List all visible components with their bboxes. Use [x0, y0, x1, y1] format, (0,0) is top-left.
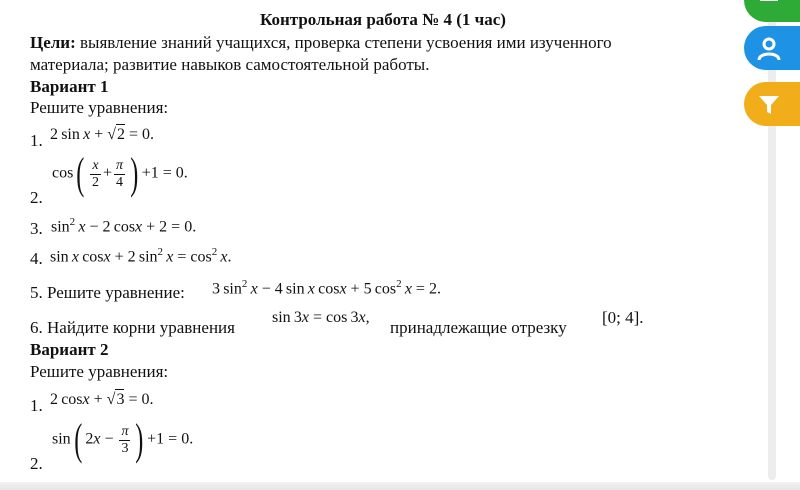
v1-item-4-number: 4.: [30, 249, 43, 268]
v2-item-1-number: 1.: [30, 396, 43, 415]
v2-equation-1: 2 cosx + √3 = 0.: [50, 391, 154, 408]
bottom-edge: [0, 482, 800, 490]
v1-equation-2: cos( $\frac{x}{2}$ + $\frac{\pi}{4}$ ) +1 = 0.: [52, 149, 188, 198]
user-icon: [756, 36, 782, 62]
v2-item-2-number: 2.: [30, 454, 43, 473]
filter-icon: [756, 92, 782, 118]
goals-label: Цели:: [30, 33, 76, 52]
document-content: [30, 0, 770, 490]
goals-text-2: материала; развитие навыков самостоятельной работы.: [30, 55, 430, 74]
v1-equation-1: 2 sin x + √2 = 0.: [50, 126, 155, 143]
goals-text-1: выявление знаний учащихся, проверка степени усвоения ими изученного: [80, 33, 612, 52]
user-button[interactable]: [744, 26, 800, 70]
v1-item-2-number: 2.: [30, 188, 43, 207]
v1-item-5-text: 5. Решите уравнение:: [30, 283, 185, 302]
v1-interval: [0; 4].: [602, 308, 644, 327]
v1-equation-4: sin x cosx + 2 $\sin^2 x = \cos^2 x$.: [50, 246, 232, 266]
v1-item-3-number: 3.: [30, 219, 43, 238]
list-icon: [756, 0, 782, 22]
goals-line-1: [30, 33, 612, 53]
v1-equation-3: $\sin^2 x - 2$ cosx + 2 = 0.: [51, 216, 197, 236]
v1-equation-5: 3 $\sin^2 x - 4$ sin x cosx + 5 $\cos^2 x = 2$.: [212, 278, 441, 298]
variant2-instruction: Решите уравнения:: [30, 362, 169, 381]
scrollbar[interactable]: [768, 0, 776, 480]
variant1-instruction: Решите уравнения:: [30, 98, 169, 117]
v1-item-6-text-after: принадлежащие отрезку: [390, 318, 567, 337]
v1-item-1-number: 1.: [30, 131, 43, 150]
variant1-heading: Вариант 1: [30, 77, 109, 96]
variant2-heading: Вариант 2: [30, 340, 109, 359]
v2-equation-2: sin( 2x − $\frac{\pi}{3}$ ) +1 = 0.: [52, 415, 194, 464]
filter-button[interactable]: [744, 82, 800, 126]
v1-equation-6: sin 3x = cos 3x,: [272, 309, 370, 326]
v1-item-6-text: 6. Найдите корни уравнения: [30, 318, 235, 337]
page-title: Контрольная работа № 4 (1 час): [260, 10, 506, 29]
